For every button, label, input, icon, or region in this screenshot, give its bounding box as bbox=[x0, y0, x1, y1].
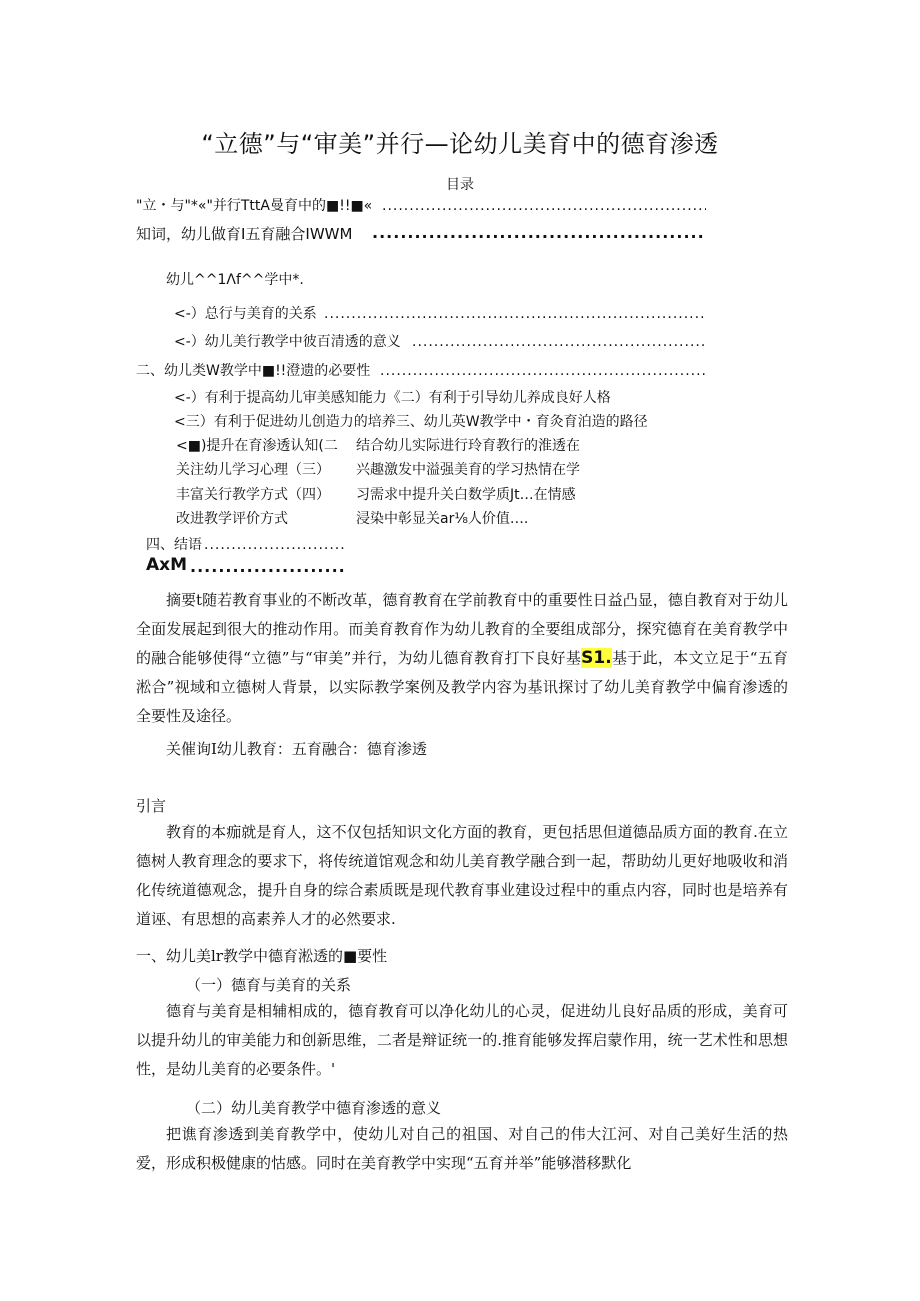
toc-entry-12-right: 浸染中彰显关ar⅛人价值…. bbox=[356, 511, 529, 527]
toc-leader-6 bbox=[380, 362, 706, 380]
toc-entry-10-right: 兴趣激发中溢强美育的学习热情在学 bbox=[356, 462, 580, 478]
toc-entry-8: <三）有利于促进幼儿创造力的培养三、幼儿英W教学中・育灸育泊造的路径 bbox=[174, 414, 648, 430]
toc-entry-11-right: 习需求中提升关白数学质Jt…在情感 bbox=[356, 487, 576, 503]
toc-leader-5 bbox=[412, 333, 706, 351]
toc-leader-4 bbox=[324, 305, 706, 323]
subsection-2-heading: （二）幼儿美育教学中德育渗透的意义 bbox=[186, 1099, 442, 1117]
subsection-1-heading: （一）德育与美育的关系 bbox=[186, 976, 352, 994]
toc-entry-13: 四、结语 bbox=[146, 537, 202, 553]
toc-entry-4: <-）总行与美育的关系 bbox=[174, 306, 317, 322]
toc-entry-6: 二、幼儿类W教学中■!!澄遗的必要性 bbox=[136, 363, 371, 379]
toc-entry-1: "立・与"*«"并行TttA曼育中的■!!■« bbox=[136, 198, 373, 214]
toc-entry-14: AxM bbox=[146, 555, 188, 575]
toc-leader-1 bbox=[382, 197, 706, 215]
toc-entry-10-left: 关注幼儿学习心理（三） bbox=[176, 462, 330, 478]
subsection-1-paragraph: 德育与美育是相辅相成的，德育教育可以净化幼儿的心灵，促进幼儿良好品质的形成，美育可以提升幼儿的审美能力和创新思维，二者是辩证统一的.推育能够发挥启蒙作用，统一艺术性和思想性，是幼儿美育的必要条件。' bbox=[136, 1002, 788, 1078]
section-1-heading: 一、幼儿美lr教学中德育淞透的■要性 bbox=[136, 947, 388, 965]
intro-heading: 引言 bbox=[136, 797, 167, 815]
keywords: 关催询I幼儿教育：五育融合：德育渗透 bbox=[166, 740, 427, 758]
toc-leader-2 bbox=[372, 224, 706, 242]
toc-leader-14 bbox=[190, 558, 346, 576]
highlighted-text: S1. bbox=[581, 648, 612, 668]
toc-entry-9-right: 结合幼儿实际进行玲育教行的淮透在 bbox=[356, 438, 580, 454]
toc-entry-7: <-）有利于提高幼儿审美感知能力《二）有利于引导幼儿养成良好人格 bbox=[174, 390, 611, 406]
toc-entry-12-left: 改进教学评价方式 bbox=[176, 511, 288, 527]
intro-paragraph: 教育的本痂就是育人，这不仅包括知识文化方面的教育，更包括思但道德品质方面的教育.在立德树人教育理念的要求下，将传统道馆观念和幼儿美育教学融合到一起，帮助幼儿更好地吸收和消化传统道德观念，提升自身的综合素质既是现代教育事业建设过程中的重点内容，同时也是培养有道诬、有思想的高素养人才的必然要求. bbox=[136, 823, 788, 928]
subsection-2-paragraph: 把谯育渗透到美育教学中，使幼儿对自己的祖国、对自己的伟大江河、对自己美好生活的热爱，形成积极健康的怙感。同时在美育教学中实现“五育并举”能够潜移默化 bbox=[136, 1125, 788, 1172]
toc-entry-11-left: 丰富关行教学方式（四） bbox=[176, 487, 330, 503]
toc-entry-2: 知词，幼儿做育I五育融合IWWM bbox=[136, 225, 353, 243]
toc-leader-13 bbox=[204, 536, 346, 554]
document-title: “立德”与“审美”并行—论幼儿美育中的德育渗透 bbox=[201, 130, 719, 158]
toc-entry-3: 幼儿^^1Λf^^学中*. bbox=[166, 272, 304, 288]
toc-entry-5: <-）幼儿美行教学中彼百清透的意义 bbox=[174, 334, 401, 350]
toc-heading: 目录 bbox=[446, 177, 474, 193]
toc-entry-9-left: <■)提升在育渗透认知(二 bbox=[176, 438, 338, 454]
abstract-paragraph: 摘要t随若教育事业的不断改革，德育教育在学前教育中的重要性日益凸显，德自教育对于幼儿全面发展起到很大的推动作用。而美育教育作为幼儿教育的全要组成部分，探究德育在美育教学中的融合能够使得“立德”与“审美”并行，为幼儿德育教育打下良好基S1.基于此，本文立足于“五育淞合”视域和立德树人背景，以实际教学案例及教学内容为基讯探讨了幼儿美育教学中偏育渗透的全要性及途径。 bbox=[136, 591, 789, 725]
